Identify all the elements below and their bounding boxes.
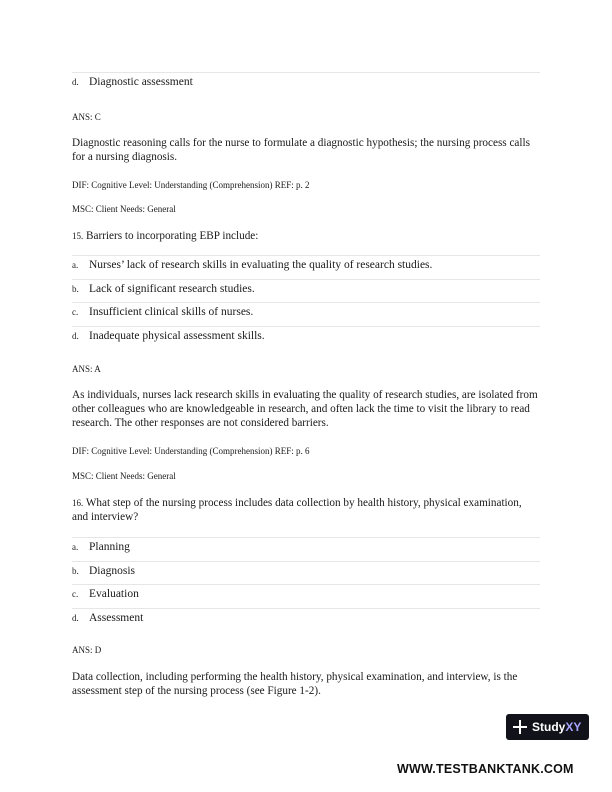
option-text: Diagnosis xyxy=(89,564,135,577)
option-item xyxy=(72,537,540,561)
option-item xyxy=(72,255,540,279)
rationale: Data collection, including performing the health history, physical examination, and interview, is the assessment step of the nursing process (see Figure 1-2). xyxy=(72,671,518,698)
option-item xyxy=(72,302,540,326)
question-16 xyxy=(72,496,532,524)
difficulty-ref: DIF: Cognitive Level: Understanding (Comprehension) REF: p. 2 xyxy=(72,180,310,190)
answer-key: ANS: A xyxy=(72,364,101,374)
option-item xyxy=(72,326,540,350)
question-15 xyxy=(72,229,532,243)
rationale: As individuals, nurses lack research skills in evaluating the quality of research studies, are isolated from other colleagues who are knowledgeable in research, and often lack the time to visit the library to read research. The other responses are not considered barriers. xyxy=(72,389,538,430)
option-list xyxy=(72,72,540,96)
answer-key: ANS: C xyxy=(72,112,101,122)
option-text: Assessment xyxy=(89,611,144,624)
option-text: Nurses’ lack of research skills in evaluating the quality of research studies. xyxy=(89,259,433,271)
option-letter: b. xyxy=(72,565,79,576)
client-needs: MSC: Client Needs: General xyxy=(72,204,176,214)
option-text: Lack of significant research studies. xyxy=(89,282,255,295)
option-letter: a. xyxy=(72,260,79,270)
footer-site-url[interactable]: WWW.TESTBANKTANK.COM xyxy=(397,762,574,776)
option-text: Diagnostic assessment xyxy=(89,76,193,88)
question-number: 16. xyxy=(72,498,84,508)
option-text: Insufficient clinical skills of nurses. xyxy=(89,306,254,318)
option-item xyxy=(72,608,540,632)
option-list xyxy=(72,537,540,631)
logo-brand-accent: XY xyxy=(565,720,582,734)
option-item xyxy=(72,561,540,585)
question-text: Barriers to incorporating EBP include: xyxy=(86,230,259,242)
option-item xyxy=(72,279,540,303)
rationale: Diagnostic reasoning calls for the nurse to formulate a diagnostic hypothesis; the nursing process calls for a nursing diagnosis. xyxy=(72,137,530,164)
option-item xyxy=(72,72,540,96)
option-letter: c. xyxy=(72,307,79,317)
option-item xyxy=(72,584,540,608)
studyxy-logo[interactable] xyxy=(506,714,589,740)
option-text: Evaluation xyxy=(89,588,139,600)
difficulty-ref: DIF: Cognitive Level: Understanding (Comprehension) REF: p. 6 xyxy=(72,446,310,456)
option-letter: c. xyxy=(72,589,79,599)
plus-icon xyxy=(513,720,527,734)
question-text: What step of the nursing process includes data collection by health history, physical examination, and interview? xyxy=(72,497,522,524)
answer-key: ANS: D xyxy=(72,645,102,655)
option-list xyxy=(72,255,540,349)
option-letter: b. xyxy=(72,283,79,294)
question-number: 15. xyxy=(72,231,84,241)
option-letter: d. xyxy=(72,77,79,87)
option-letter: d. xyxy=(72,330,79,341)
option-letter: a. xyxy=(72,542,79,552)
client-needs: MSC: Client Needs: General xyxy=(72,471,176,481)
option-text: Inadequate physical assessment skills. xyxy=(89,329,265,342)
option-text: Planning xyxy=(89,541,130,553)
logo-brand: Study xyxy=(532,720,566,734)
option-letter: d. xyxy=(72,612,79,623)
